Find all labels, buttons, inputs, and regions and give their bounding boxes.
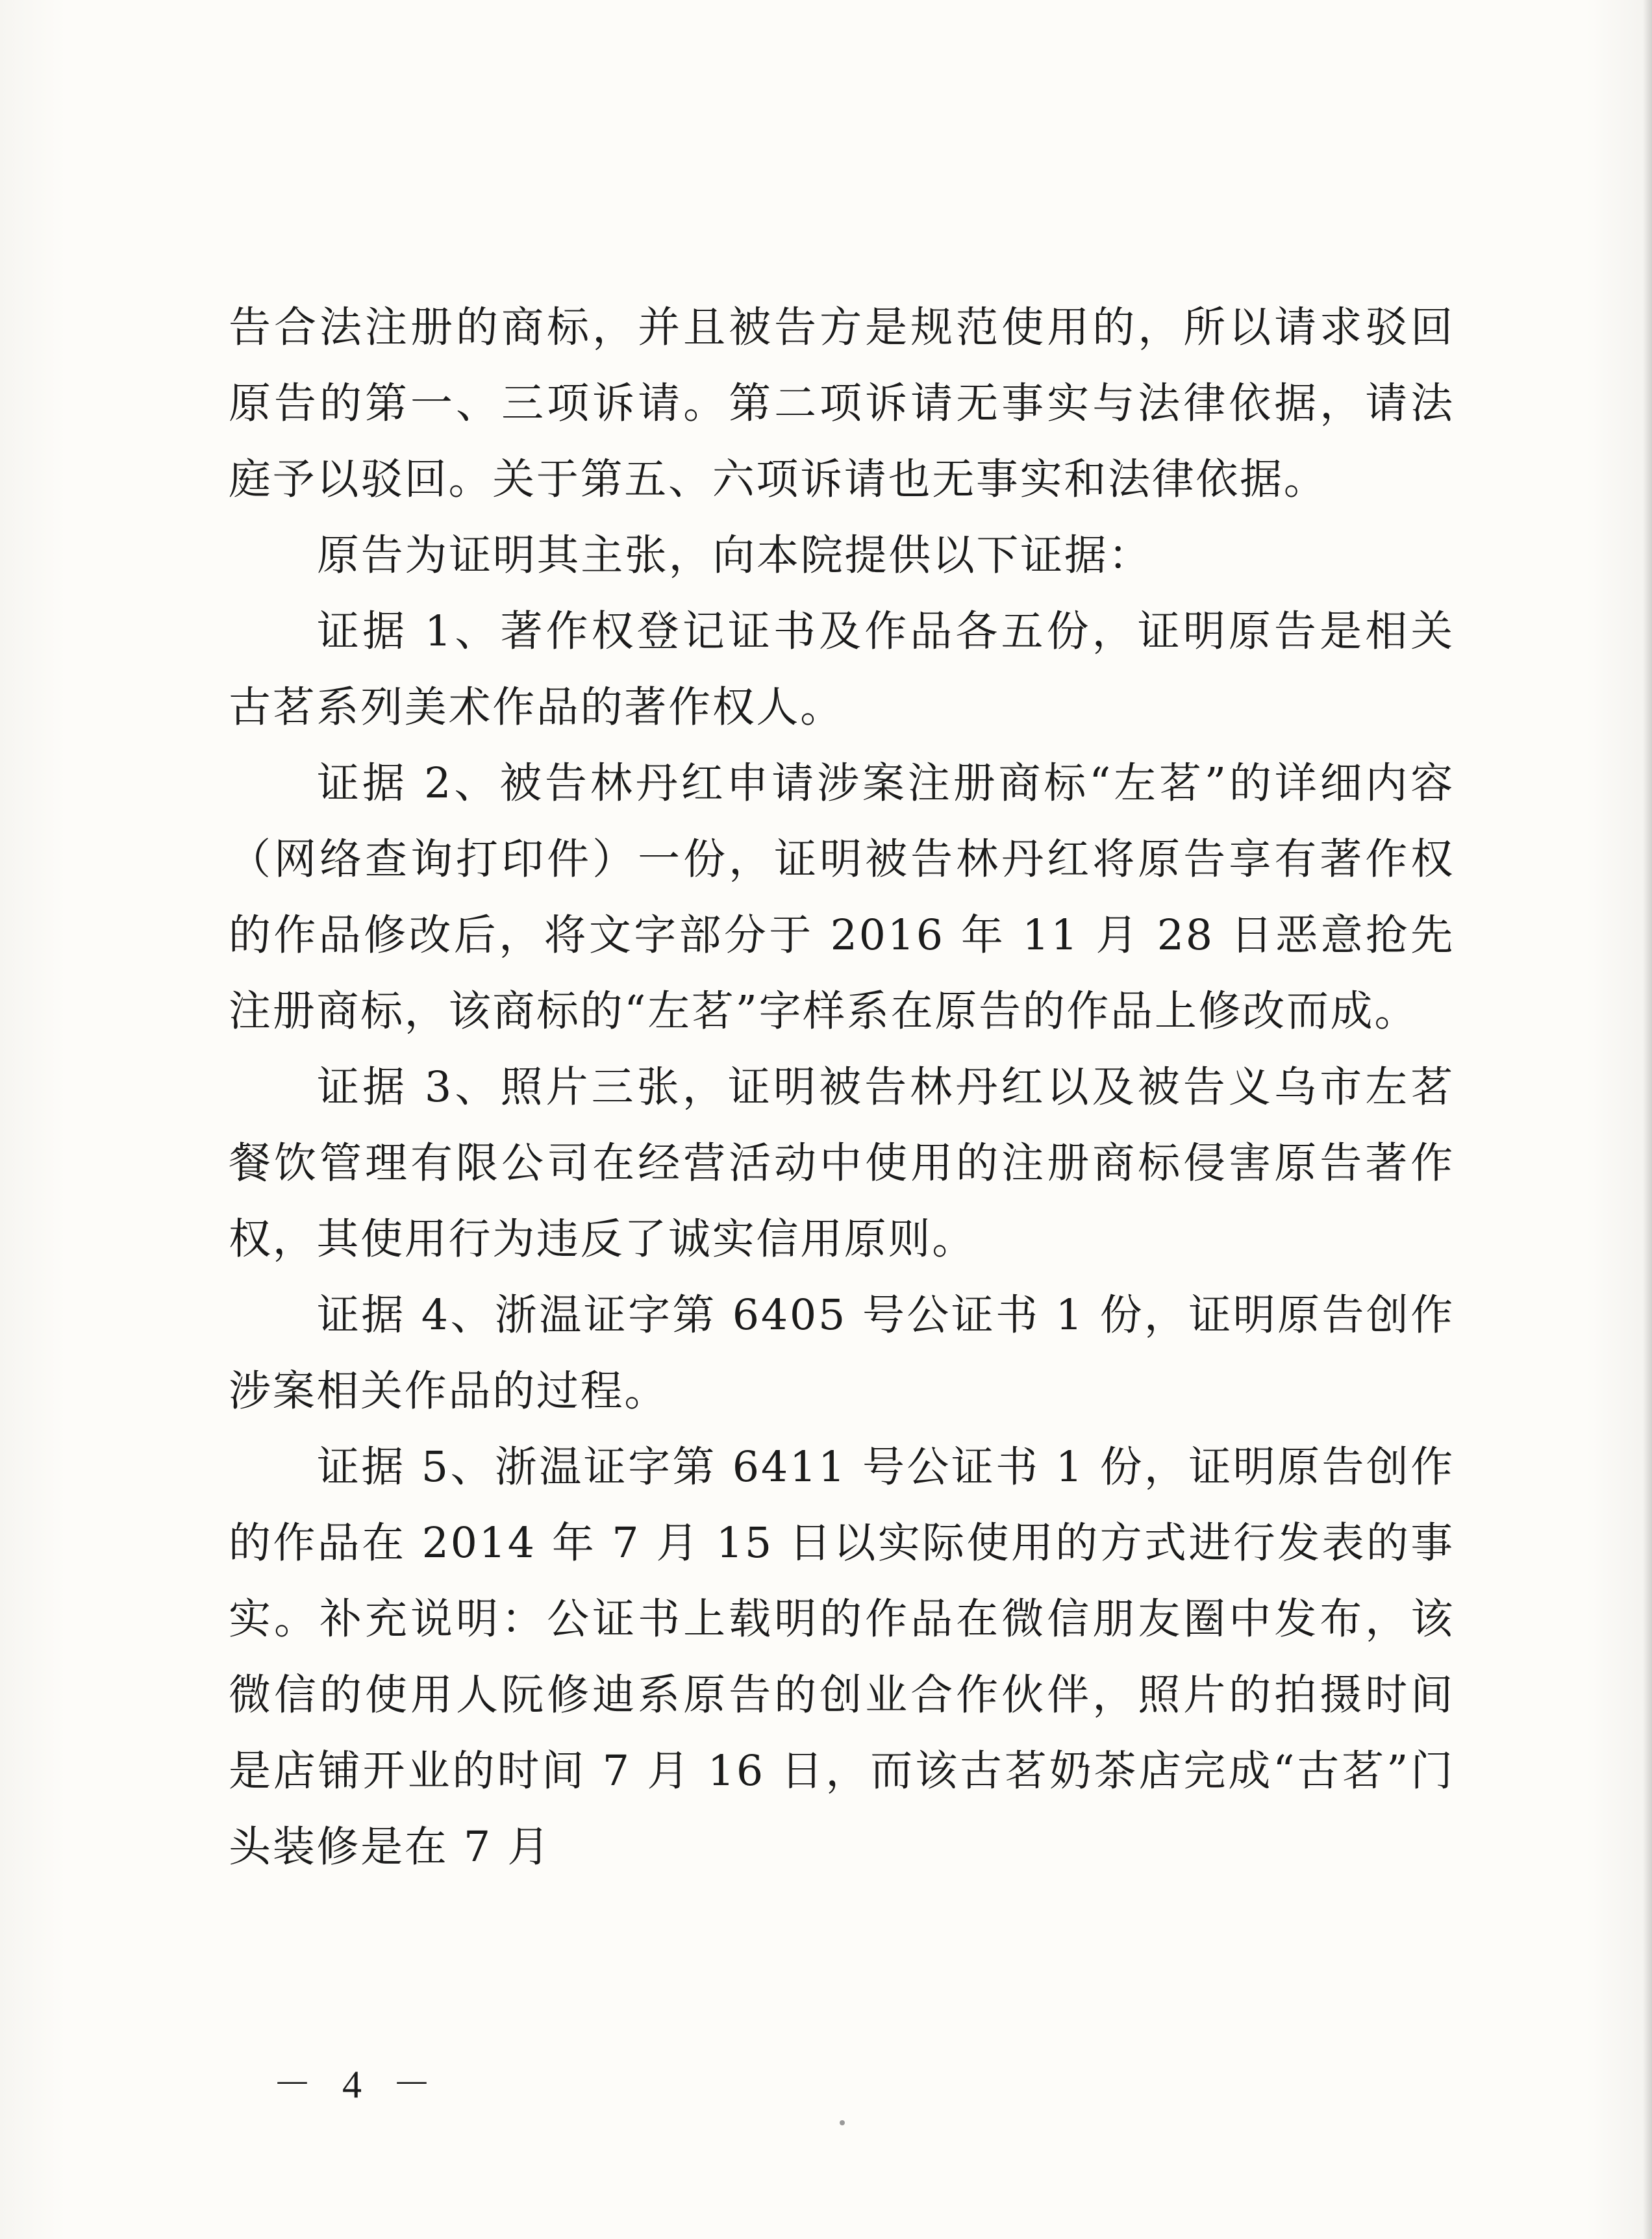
paragraph-evidence-4: 证据 4、浙温证字第 6405 号公证书 1 份，证明原告创作涉案相关作品的过程。 (229, 1291, 1455, 1416)
paragraph-evidence-3: 证据 3、照片三张，证明被告林丹红以及被告义乌市左茗餐饮管理有限公司在经营活动中使用的注册商标侵害原告著作权，其使用行为违反了诚实信用原则。 (229, 1063, 1455, 1264)
paragraph-evidence-intro: 原告为证明其主张，向本院提供以下证据： (317, 531, 1153, 580)
paragraph-evidence-2: 证据 2、被告林丹红申请涉案注册商标“左茗”的详细内容（网络查询打印件）一份，证明被告林丹红将原告享有著作权的作品修改后，将文字部分于 2016 年 11 月 28 日恶意抢先注册商标，该商标的“左茗”字样系在原告的作品上修改而成。 (229, 759, 1455, 1036)
scan-speck (840, 2120, 845, 2125)
paragraph-evidence-1: 证据 1、著作权登记证书及作品各五份，证明原告是相关古茗系列美术作品的著作权人。 (229, 607, 1455, 732)
paragraph-evidence-5: 证据 5、浙温证字第 6411 号公证书 1 份，证明原告创作的作品在 2014 年 7 月 15 日以实际使用的方式进行发表的事实。补充说明：公证书上载明的作品在微信朋友圈中发布，该微信的使用人阮修迪系原告的创业合作伙伴，照片的拍摄时间是店铺开业的时间 7 月 16 日，而该古茗奶茶店完成“古茗”门头装修是在 7 月 (229, 1443, 1455, 1871)
page-number: － 4 － (273, 2063, 442, 2106)
paragraph-continuation: 告合法注册的商标，并且被告方是规范使用的，所以请求驳回原告的第一、三项诉请。第二项诉请无事实与法律依据，请法庭予以驳回。关于第五、六项诉请也无事实和法律依据。 (229, 303, 1455, 504)
scan-edge-shadow (1643, 0, 1652, 2239)
document-body (229, 290, 1455, 1885)
